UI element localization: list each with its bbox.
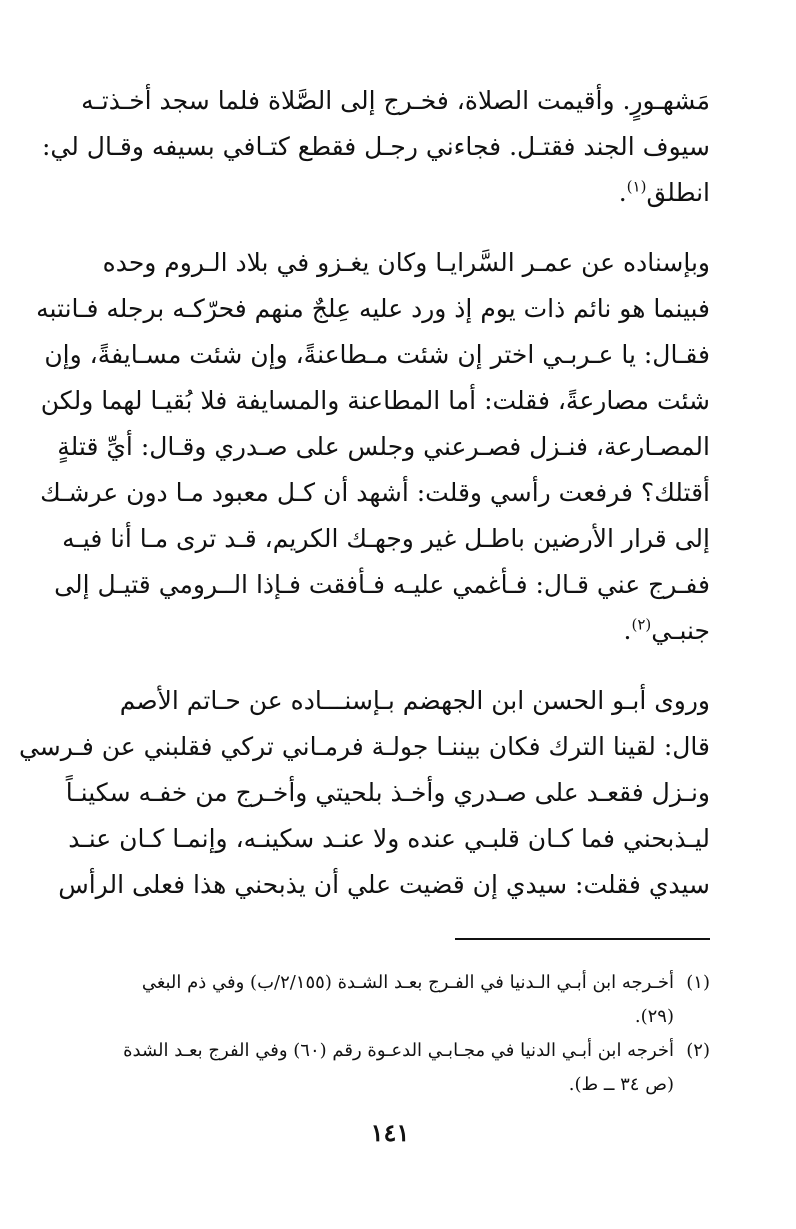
page-number: ١٤١ [370, 1118, 410, 1147]
paragraph-gap [70, 216, 710, 240]
footnotes [70, 966, 710, 1102]
text-line: وروى أبـو الحسن ابن الجهضم بـإسنـــاده عن حـاتم الأصم [119, 686, 710, 715]
paragraph-2 [36, 240, 710, 654]
text-line: قال: لقينا الترك فكان بيننـا جولـة فرمـاني تركي فقلبني عن فـرسي [18, 732, 710, 761]
text-line: وبإسناده عن عمـر السَّرايـا وكان يغـزو في بلاد الـروم وحده [102, 248, 710, 277]
text-line: المصـارعة، فنـزل فصـرعني وجلس على صـدري وقـال: أيِّ قتلةٍ [57, 432, 710, 461]
footnote-number: (٢) [686, 1040, 710, 1061]
book-page [18, 78, 710, 1198]
footnote-number: (١) [686, 972, 710, 993]
footnote-separator [455, 938, 710, 940]
footnote-ref-2[interactable]: (٢) [631, 615, 652, 634]
text-line: فقـال: يا عـربـي اختر إن شئت مـطاعنةً، وإن شئت مسـايفةً، وإن [44, 340, 710, 369]
period: . [618, 178, 627, 207]
footnote-line: أخرجه ابن أبـي الدنيا في مجـابـي الدعـوة رقم (٦٠) وفي الفرج بعـد الشدة [123, 1040, 674, 1061]
text-line: أقتلك؟ فرفعت رأسي وقلت: أشهد أن كـل معبود مـا دون عرشـك [40, 478, 710, 507]
footnote-text [70, 1034, 674, 1102]
footnote-text [70, 966, 674, 1034]
text-fragment: انطلق [646, 178, 710, 207]
text-line: مَشهـورٍ. وأقيمت الصلاة، فخـرج إلى الصَّلاة فلما سجد أخـذتـه [81, 86, 710, 115]
text-line [70, 608, 710, 654]
text-line: فبينما هو نائم ذات يوم إذ ورد عليه عِلجٌ منهم فحرّكـه برجله فـانتبه [36, 294, 710, 323]
footnote-2 [70, 1034, 710, 1102]
paragraph-gap [70, 654, 710, 678]
period: . [623, 616, 632, 645]
paragraph-1 [41, 78, 710, 216]
text-line: ونـزل فقعـد على صـدري وأخـذ بلحيتي وأخـرج من خفـه سكينـاً [65, 778, 710, 807]
footnote-1 [70, 966, 710, 1034]
text-line [70, 170, 710, 216]
footnote-line: أخـرجه ابن أبـي الـدنيا في الفـرج بعـد الشـدة (٢/١٥٥/ب) وفي ذم البغي [141, 972, 674, 993]
text-line: شئت مصارعةً، فقلت: أما المطاعنة والمسايفة فلا بُقيـا لهما ولكن [40, 386, 710, 415]
paragraph-3 [18, 678, 710, 908]
footnote-line: (٢٩). [634, 1006, 674, 1027]
text-line: سيوف الجند فقتـل. فجاءني رجـل فقطع كتـافي بسيفه وقـال لي: [41, 132, 710, 161]
text-line: ففـرج عني قـال: فـأغمي عليـه فـأفقت فـإذا الــرومي قتيـل إلى [54, 570, 710, 599]
text-line: سيدي فقلت: سيدي إن قضيت علي أن يذبحني هذا فعلى الرأس [58, 870, 710, 899]
footnote-ref-1[interactable]: (١) [626, 177, 647, 196]
text-line: ليـذبحني فما كـان قلبـي عنده ولا عنـد سكينـه، وإنمـا كـان عنـد [68, 824, 710, 853]
footnote-line: (ص ٣٤ ــ ط). [568, 1074, 674, 1095]
text-fragment: جنبـي [651, 616, 710, 645]
text-line: إلى قرار الأرضين باطـل غير وجهـك الكريم، قـد ترى مـا أنا فيـه [62, 524, 710, 553]
